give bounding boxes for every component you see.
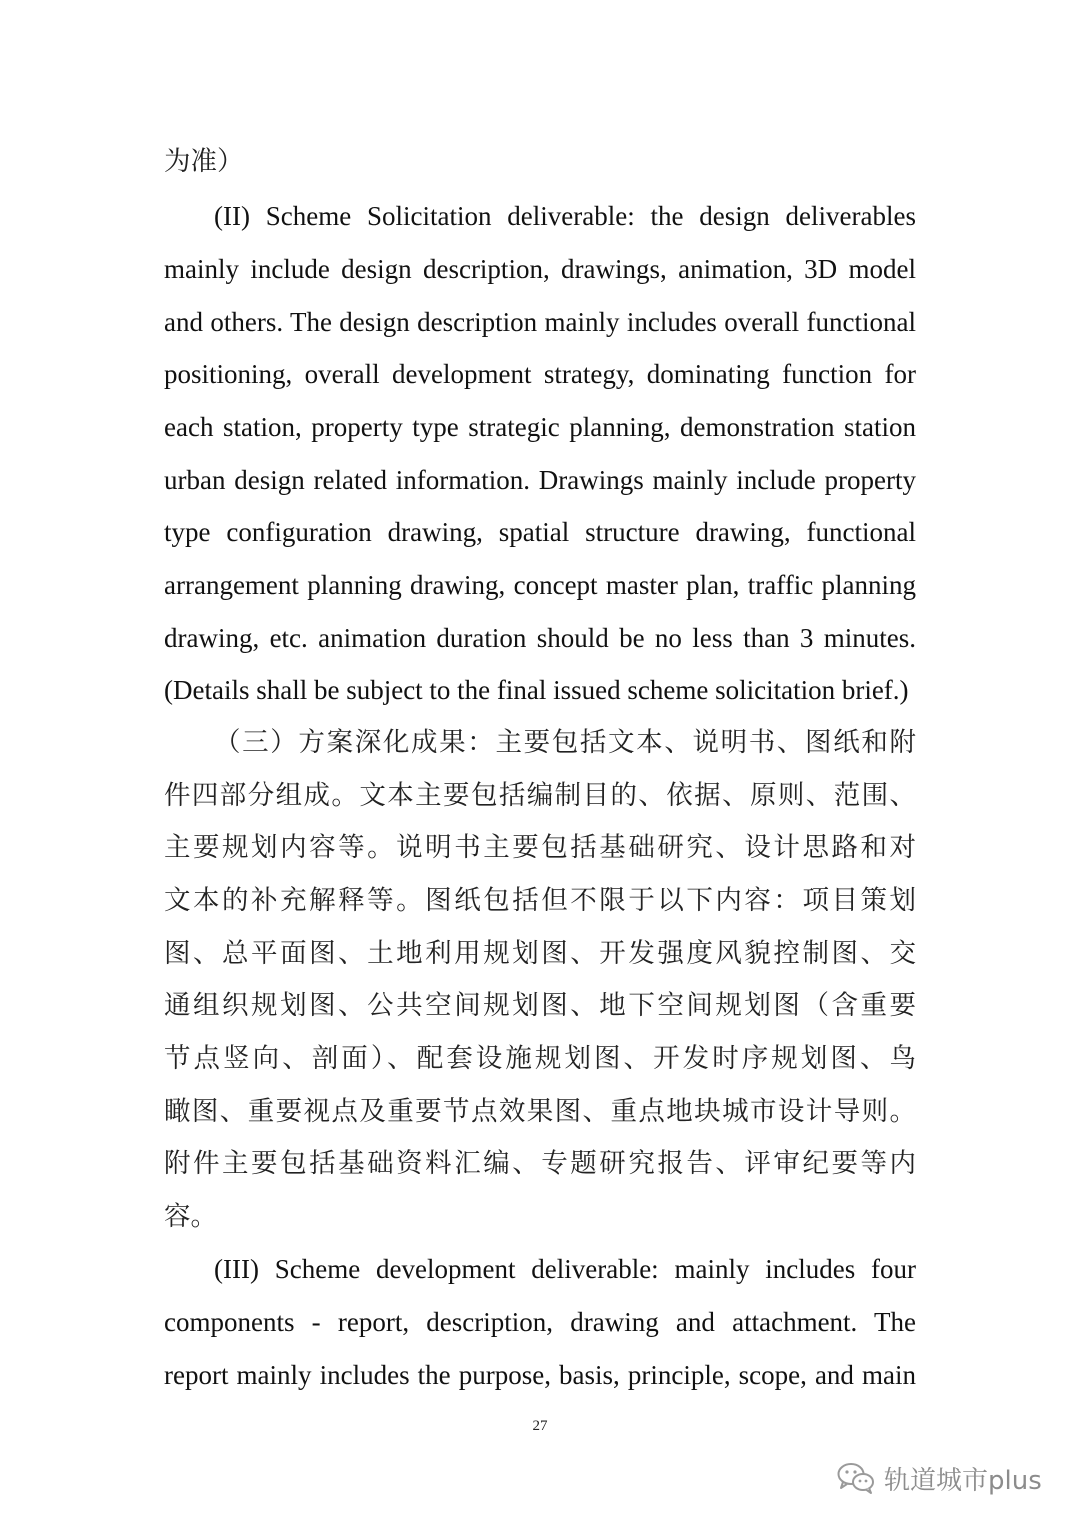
line-9: drawing, etc. animation duration should be no less than 3 minutes. [164, 623, 916, 653]
line-12: 件四部分组成。文本主要包括编制目的、依据、原则、范围、 [164, 780, 916, 811]
line-22: components - report, description, drawing and attachment. The [164, 1307, 916, 1337]
line-11: （三）方案深化成果：主要包括文本、说明书、图纸和附 [214, 727, 916, 758]
line-7: type configuration drawing, spatial structure drawing, functional [164, 517, 916, 547]
watermark [836, 1456, 1042, 1500]
line-3: and others. The design description mainly includes overall functional [164, 307, 916, 337]
line-15: 图、总平面图、土地利用规划图、开发强度风貌控制图、交 [164, 938, 916, 969]
line-13: 主要规划内容等。说明书主要包括基础研究、设计思路和对 [164, 832, 916, 863]
page-number: 27 [532, 1418, 548, 1434]
line-2: mainly include design description, drawings, animation, 3D model [164, 254, 916, 284]
line-1: (II) Scheme Solicitation deliverable: the design deliverables [214, 201, 916, 231]
line-19: 附件主要包括基础资料汇编、专题研究报告、评审纪要等内 [164, 1148, 916, 1179]
line-17: 节点竖向、剖面）、配套设施规划图、开发时序规划图、鸟 [164, 1043, 916, 1074]
line-10: (Details shall be subject to the final issued scheme solicitation brief.) [164, 675, 909, 705]
line-21: (III) Scheme development deliverable: mainly includes four [214, 1254, 916, 1284]
watermark-text: 轨道城市plus [884, 1465, 1042, 1496]
line-4: positioning, overall development strategy, dominating function for [164, 359, 916, 389]
line-16: 通组织规划图、公共空间规划图、地下空间规划图（含重要 [164, 990, 916, 1021]
line-0: 为准） [164, 146, 244, 177]
line-20: 容。 [164, 1201, 217, 1232]
line-18: 瞰图、重要视点及重要节点效果图、重点地块城市设计导则。 [164, 1096, 916, 1127]
line-6: urban design related information. Drawings mainly include property [164, 465, 916, 495]
line-14: 文本的补充解释等。图纸包括但不限于以下内容：项目策划 [164, 885, 916, 916]
wechat-icon [836, 1460, 876, 1496]
line-5: each station, property type strategic planning, demonstration station [164, 412, 916, 442]
line-23: report mainly includes the purpose, basis, principle, scope, and main [164, 1360, 916, 1390]
line-8: arrangement planning drawing, concept master plan, traffic planning [164, 570, 916, 600]
